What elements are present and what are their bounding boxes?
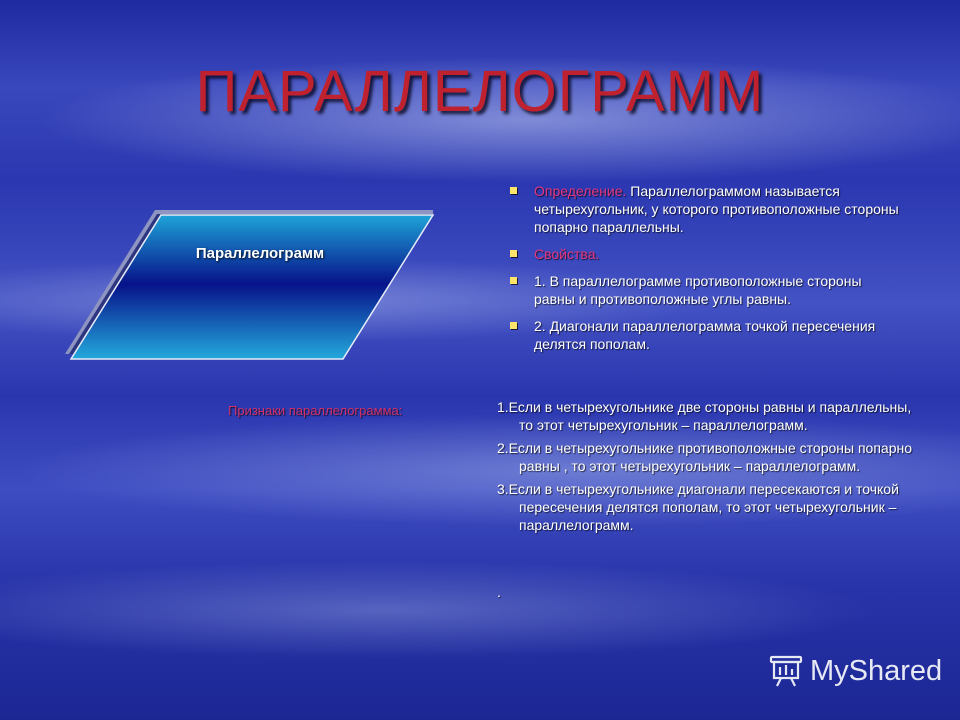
slide-title: ПАРАЛЛЕЛОГРАММ	[195, 59, 765, 124]
presentation-board-icon	[768, 654, 804, 688]
watermark-logo	[768, 654, 942, 688]
property-text: 2. Диагонали параллелограмма точкой пересечения делятся пополам.	[534, 318, 876, 352]
criteria-list	[497, 398, 917, 539]
watermark-brand: MyShared	[810, 654, 943, 687]
bullet-item	[510, 317, 905, 353]
square-bullet-icon	[510, 277, 517, 284]
definition-text: Параллелограммом называется четырехугольник, у которого противоположные стороны попарно параллельны.	[534, 183, 899, 235]
signs-heading: Признаки параллелограмма:	[228, 403, 403, 418]
parallelogram-label: Параллелограмм	[195, 245, 325, 262]
trailing-text: .	[497, 584, 501, 600]
bullet-item	[510, 182, 905, 236]
square-bullet-icon	[510, 187, 517, 194]
definition-highlight: Определение.	[534, 183, 627, 199]
definition-list	[510, 182, 905, 362]
square-bullet-icon	[510, 250, 517, 257]
bullet-item	[510, 272, 905, 308]
bullet-item	[510, 245, 905, 263]
square-bullet-icon	[510, 322, 517, 329]
property-text: 1. В параллелограмме противоположные стороны равны и противоположные углы равны.	[534, 273, 862, 307]
criterion-item: 3.Если в четырехугольнике диагонали пересекаются и точкой пересечения делятся пополам, то этот четырехугольник –параллелограмм.	[497, 481, 899, 533]
criterion-item: 1.Если в четырехугольнике две стороны равны и параллельны, то этот четырехугольник – параллелограмм.	[497, 399, 912, 433]
criterion-item: 2.Если в четырехугольнике противоположные стороны попарно равны , то этот четырехугольник – параллелограмм.	[497, 440, 912, 474]
parallelogram-shape	[55, 205, 445, 365]
properties-highlight: Свойства.	[534, 246, 600, 262]
